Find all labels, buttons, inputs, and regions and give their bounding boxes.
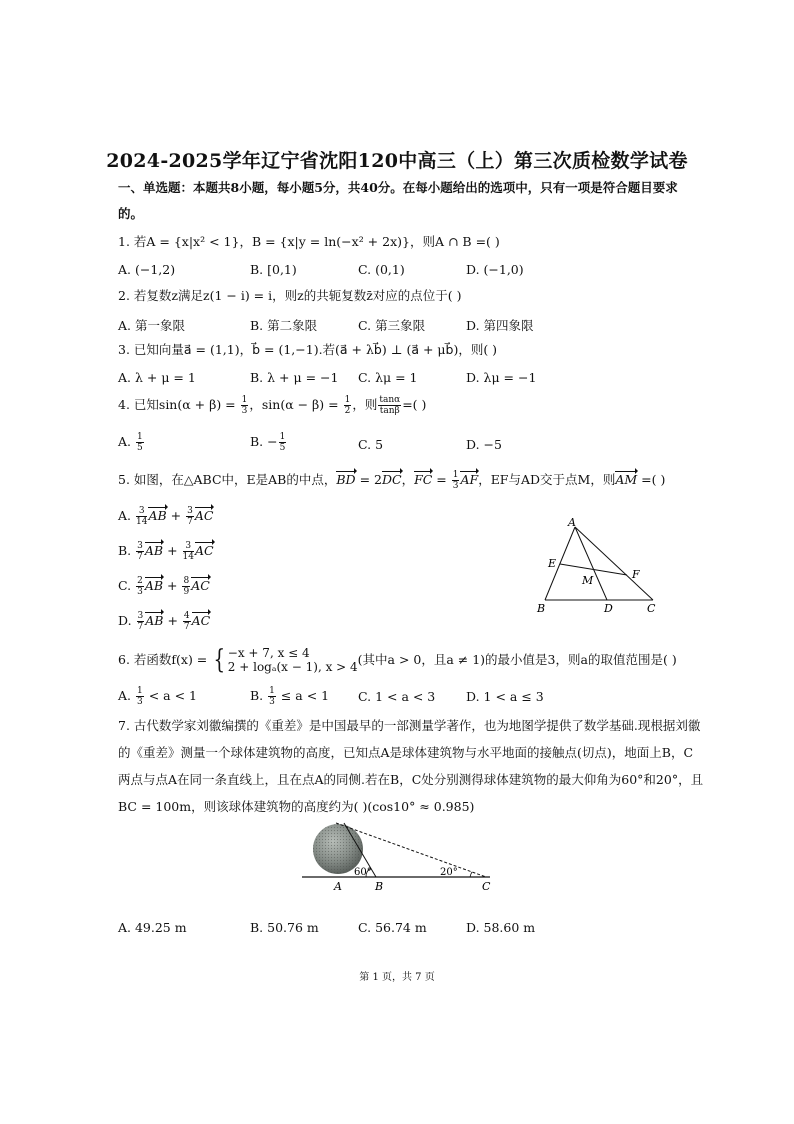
q6-option-c: C. 1 < a < 3 xyxy=(358,689,436,704)
q5-option-a: A. $\frac{3}{14}$ AB + $\frac{3}{7}$ AC xyxy=(118,506,214,527)
q3-option-c: C. λμ = 1 xyxy=(358,370,418,385)
q4-option-b: B. − $\frac{1}{5}$ xyxy=(250,432,286,453)
q2-option-a: A. 第一象限 xyxy=(118,318,185,333)
segment-ad xyxy=(575,527,607,600)
q7-option-a: A. 49.25 m xyxy=(118,920,187,935)
label-f: F xyxy=(632,568,640,581)
q4-stem: 4. 已知sin(α + β) = $\frac{1}{3}$ ，sin(α − β) = $\frac{1}{2}$ ，则 $\frac{\tan\alpha}{\tan\beta}$ =( ) xyxy=(118,395,427,416)
q4-option-c: C. 5 xyxy=(358,437,384,452)
q2-stem: 2. 若复数z满足z(1 − i) = i，则z的共轭复数z̄对应的点位于( ) xyxy=(118,288,462,303)
triangle-figure xyxy=(535,512,670,617)
label-e: E xyxy=(548,557,557,570)
q6-option-a: A. $\frac{1}{3}$ < a < 1 xyxy=(118,686,197,707)
q7-option-b: B. 50.76 m xyxy=(250,920,319,935)
q4-option-d: D. −5 xyxy=(466,437,502,452)
q7-stem-line3: 两点与点A在同一条直线上，且在点A的同侧.若在B，C处分别测得球体建筑物的最大仰角为60°和20°，且 xyxy=(118,772,704,787)
label-a: A xyxy=(334,880,342,893)
q5-option-b: B. $\frac{3}{7}$ AB + $\frac{3}{14}$ AC xyxy=(118,541,214,562)
q6-stem: 6. 若函数f(x) = { −x + 7, x ≤ 4 2 + logₐ(x − 1), x > 4 (其中a > 0，且a ≠ 1)的最小值是3，则a的取值范围是( ) xyxy=(118,645,677,675)
q7-stem-line1: 7. 古代数学家刘徽编撰的《重差》是中国最早的一部测量学著作，也为地图学提供了数学基础.现根据刘徽 xyxy=(118,718,701,733)
q1-option-b: B. [0,1) xyxy=(250,262,297,277)
q5-stem: 5. 如图，在△ABC中，E是AB的中点，BD = 2DC，FC = $\frac{1}{3}$ AF，EF与AD交于点M，则AM =( ) xyxy=(118,470,666,491)
q4-option-a: A. $\frac{1}{5}$ xyxy=(118,432,143,453)
q3-option-a: A. λ + μ = 1 xyxy=(118,370,196,385)
q3-stem: 3. 已知向量a⃗ = (1,1)，b⃗ = (1,−1).若(a⃗ + λb⃗) ⊥ (a⃗ + μb⃗)，则( ) xyxy=(118,342,498,357)
q1-stem: 1. 若A = {x|x² < 1}，B = {x|y = ln(−x² + 2x)}，则A ∩ B =( ) xyxy=(118,234,500,249)
q7-stem-line4: BC = 100m，则该球体建筑物的高度约为( )(cos10° ≈ 0.985) xyxy=(118,799,475,814)
q2-option-d: D. 第四象限 xyxy=(466,318,534,333)
label-c: C xyxy=(482,880,491,893)
q7-option-c: C. 56.74 m xyxy=(358,920,427,935)
label-d: D xyxy=(604,602,613,615)
section-heading: 一、单选题：本题共8小题，每小题5分，共40分。在每小题给出的选项中，只有一项是符合题目要求 xyxy=(118,180,678,195)
page-footer: 第 1 页，共 7 页 xyxy=(359,972,435,983)
label-c: C xyxy=(647,602,656,615)
angle-60-label: 60° xyxy=(354,867,372,878)
q1-option-d: D. (−1,0) xyxy=(466,262,524,277)
q3-option-b: B. λ + μ = −1 xyxy=(250,370,339,385)
q6-option-b: B. $\frac{1}{3}$ ≤ a < 1 xyxy=(250,686,330,707)
q6-option-d: D. 1 < a ≤ 3 xyxy=(466,689,544,704)
q1-option-a: A. (−1,2) xyxy=(118,262,176,277)
q2-option-c: C. 第三象限 xyxy=(358,318,426,333)
q3-option-d: D. λμ = −1 xyxy=(466,370,537,385)
fraction: $\frac{\tan\alpha}{\tan\beta}$ xyxy=(379,395,401,416)
q5-option-c: C. $\frac{2}{3}$ AB + $\frac{8}{9}$ AC xyxy=(118,576,210,597)
segment-ac xyxy=(575,527,653,600)
fraction: $\frac{1}{3}$ xyxy=(241,395,248,416)
label-b: B xyxy=(375,880,384,893)
angle-20-label: 20° xyxy=(440,867,458,878)
q2-option-b: B. 第二象限 xyxy=(250,318,318,333)
fraction: $\frac{1}{2}$ xyxy=(344,395,351,416)
label-b: B xyxy=(537,602,546,615)
q5-option-d: D. $\frac{3}{7}$ AB + $\frac{4}{7}$ AC xyxy=(118,611,211,632)
q7-option-d: D. 58.60 m xyxy=(466,920,536,935)
label-a: A xyxy=(568,516,576,529)
page-title: 2024-2025学年辽宁省沈阳120中高三（上）第三次质检数学试卷 xyxy=(106,150,688,172)
q1-option-c: C. (0,1) xyxy=(358,262,405,277)
q7-stem-line2: 的《重差》测量一个球体建筑物的高度，已知点A是球体建筑物与水平地面的接触点(切点)，地面上B，C xyxy=(118,745,694,760)
section-heading-cont: 的。 xyxy=(118,206,144,221)
sphere-figure xyxy=(300,820,500,895)
label-m: M xyxy=(582,574,594,587)
